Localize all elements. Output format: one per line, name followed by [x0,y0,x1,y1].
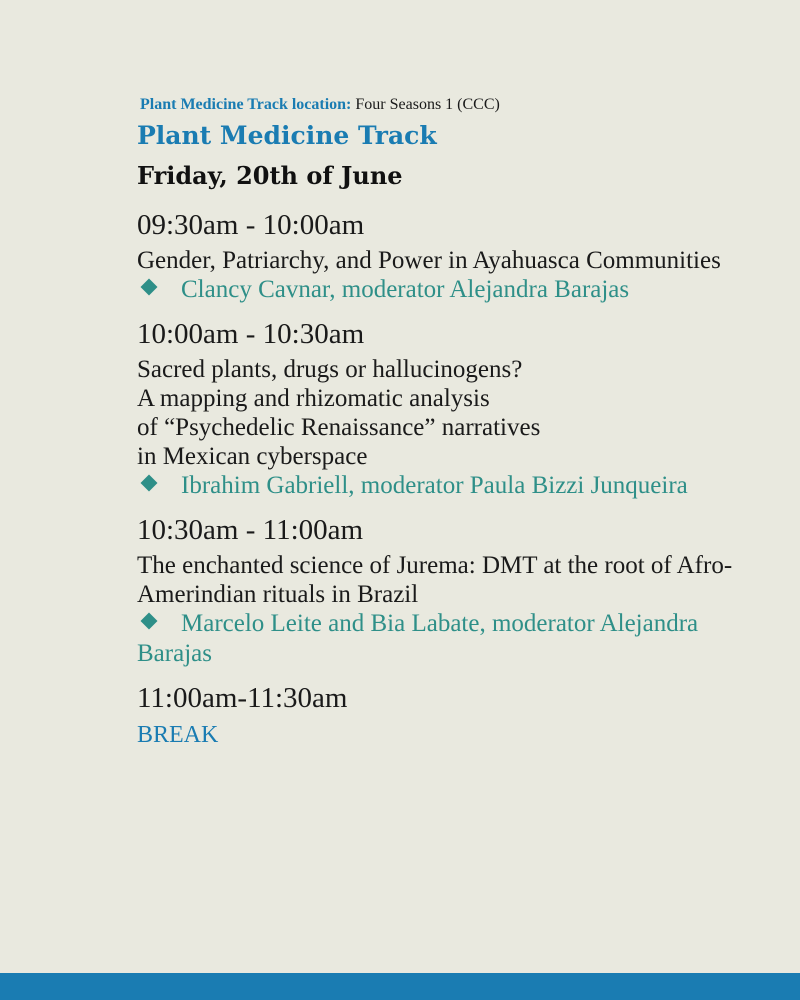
session-item [137,208,737,305]
session-speakers [137,609,737,669]
schedule-content [137,94,737,751]
session-item [137,513,737,669]
track-location-label: Plant Medicine Track location: [140,96,352,113]
diamond-icon [141,279,158,296]
session-time: 10:30am - 11:00am [137,514,364,546]
track-location [140,94,737,116]
break-time: 11:00am-11:30am [137,682,348,714]
session-item [137,317,737,501]
break-label: BREAK [137,722,219,748]
diamond-icon [141,475,158,492]
track-title: Plant Medicine Track [137,121,437,150]
session-speakers-text: Clancy Cavnar, moderator Alejandra Barajas [181,276,630,303]
date-heading: Friday, 20th of June [137,161,403,190]
footer-bar [0,973,800,1000]
session-speakers [137,275,737,305]
session-speakers-text: Ibrahim Gabriell, moderator Paula Bizzi Junqueira [181,472,688,499]
session-speakers [137,471,737,501]
session-title: The enchanted science of Jurema: DMT at the root of Afro-Amerindian rituals in Brazil [137,552,733,608]
session-time: 10:00am - 10:30am [137,318,365,350]
session-speakers-text: Marcelo Leite and Bia Labate, moderator Alejandra Barajas [137,610,699,667]
diamond-icon [141,613,158,630]
track-location-value: Four Seasons 1 (CCC) [355,96,500,113]
session-title: Gender, Patriarchy, and Power in Ayahuasca Communities [137,247,721,274]
session-time: 09:30am - 10:00am [137,209,365,241]
session-title: Sacred plants, drugs or hallucinogens? A mapping and rhizomatic analysis of “Psychedelic Renaissance” narratives in Mexican cyberspace [137,356,541,470]
